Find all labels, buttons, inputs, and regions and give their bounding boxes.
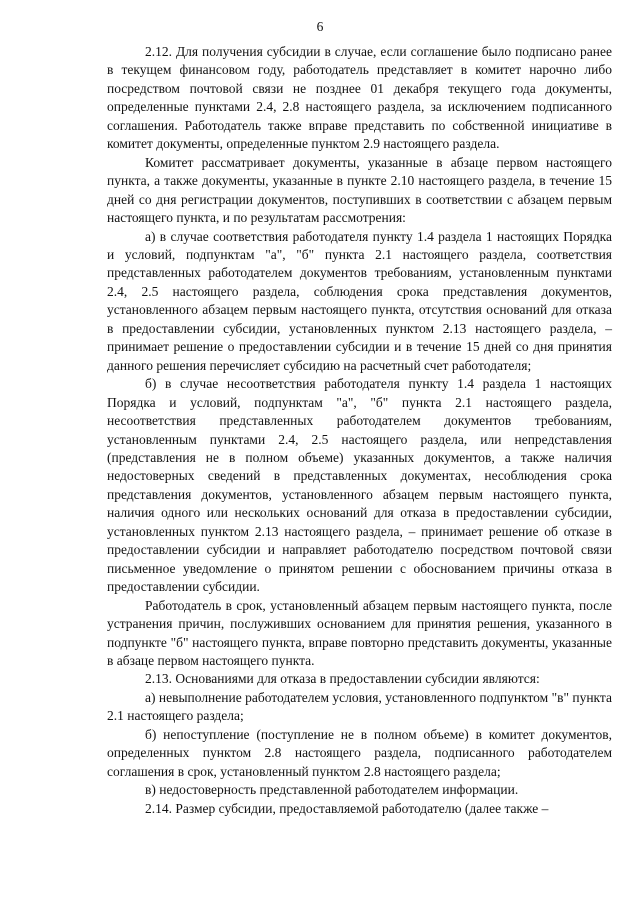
paragraph-2-13-b: б) непоступление (поступление не в полном объеме) в комитет документов, определенных пунктом 2.8 настоящего раздела, подписанного работодателем соглашения в срок, установленный пунктом 2.8 настоящего раздела; xyxy=(107,726,612,779)
paragraph-2-13: 2.13. Основаниями для отказа в предоставлении субсидии являются: xyxy=(145,671,540,687)
paragraph-2-12: 2.12. Для получения субсидии в случае, если соглашение было подписано ранее в текущем финансовом году, работодатель представляет в комитет нарочно либо посредством почтовой связи не позднее 01 декабря текущего года документы, определенные пунктами 2.4, 2.8 настоящего раздела, за исключением подписанного соглашения. Работодатель также вправе представить по собственной инициативе в комитет документы, определенные пунктом 2.9 настоящего раздела. xyxy=(107,44,612,152)
document-body xyxy=(107,43,612,818)
paragraph-item-a-approval: а) в случае соответствия работодателя пункту 1.4 раздела 1 настоящих Порядка и условий, подпунктам "а", "б" пункта 2.1 настоящего раздела, соответствия представленных работодателем документов требованиям, установленным пунктами 2.4, 2.5 настоящего раздела, соблюдения срока представления документов, установленного абзацем первым настоящего пункта, отсутствия оснований для отказа в предоставлении субсидии, установленных пунктом 2.13 настоящего раздела, – принимает решение о предоставлении субсидии и в течение 15 дней со дня принятия данного решения перечисляет субсидию на расчетный счет работодателя; xyxy=(107,228,612,373)
paragraph-committee-review: Комитет рассматривает документы, указанные в абзаце первом настоящего пункта, а также документы, указанные в пункте 2.10 настоящего раздела, в течение 15 дней со дня регистрации документов, поступивших в соответствии с абзацем первым настоящего пункта, и по результатам рассмотрения: xyxy=(107,154,612,226)
page-number: 6 xyxy=(316,19,324,34)
paragraph-resubmission: Работодатель в срок, установленный абзацем первым настоящего пункта, после устранения причин, послуживших основанием для принятия решения, указанного в подпункте "б" настоящего пункта, вправе повторно представить документы, указанные в абзаце первом настоящего пункта. xyxy=(107,597,612,668)
paragraph-2-13-c: в) недостоверность представленной работодателем информации. xyxy=(145,782,519,798)
paragraph-item-b-refusal: б) в случае несоответствия работодателя пункту 1.4 раздела 1 настоящих Порядка и условий, подпунктам "а", "б" пункта 2.1 настоящего раздела, несоответствия представленных работодателем документов требованиям, установленным пунктами 2.4, 2.5 настоящего раздела, или непредставления (представления не в полном объеме) указанных документов, а также наличия недостоверных сведений в представленных документах, несоблюдения срока представления документов, установленного абзацем первым настоящего пункта, наличия одного или нескольких оснований для отказа в предоставлении субсидии, установленных пунктом 2.13 настоящего раздела, – принимает решение об отказе в предоставлении субсидии и направляет работодателю посредством почтовой связи письменное уведомление о принятом решении с обоснованием причины отказа в предоставлении субсидии. xyxy=(107,376,612,595)
paragraph-2-14: 2.14. Размер субсидии, предоставляемой работодателю (далее также – xyxy=(145,800,549,816)
paragraph-2-13-a: а) невыполнение работодателем условия, установленного подпунктом "в" пункта 2.1 настоящего раздела; xyxy=(107,689,612,724)
